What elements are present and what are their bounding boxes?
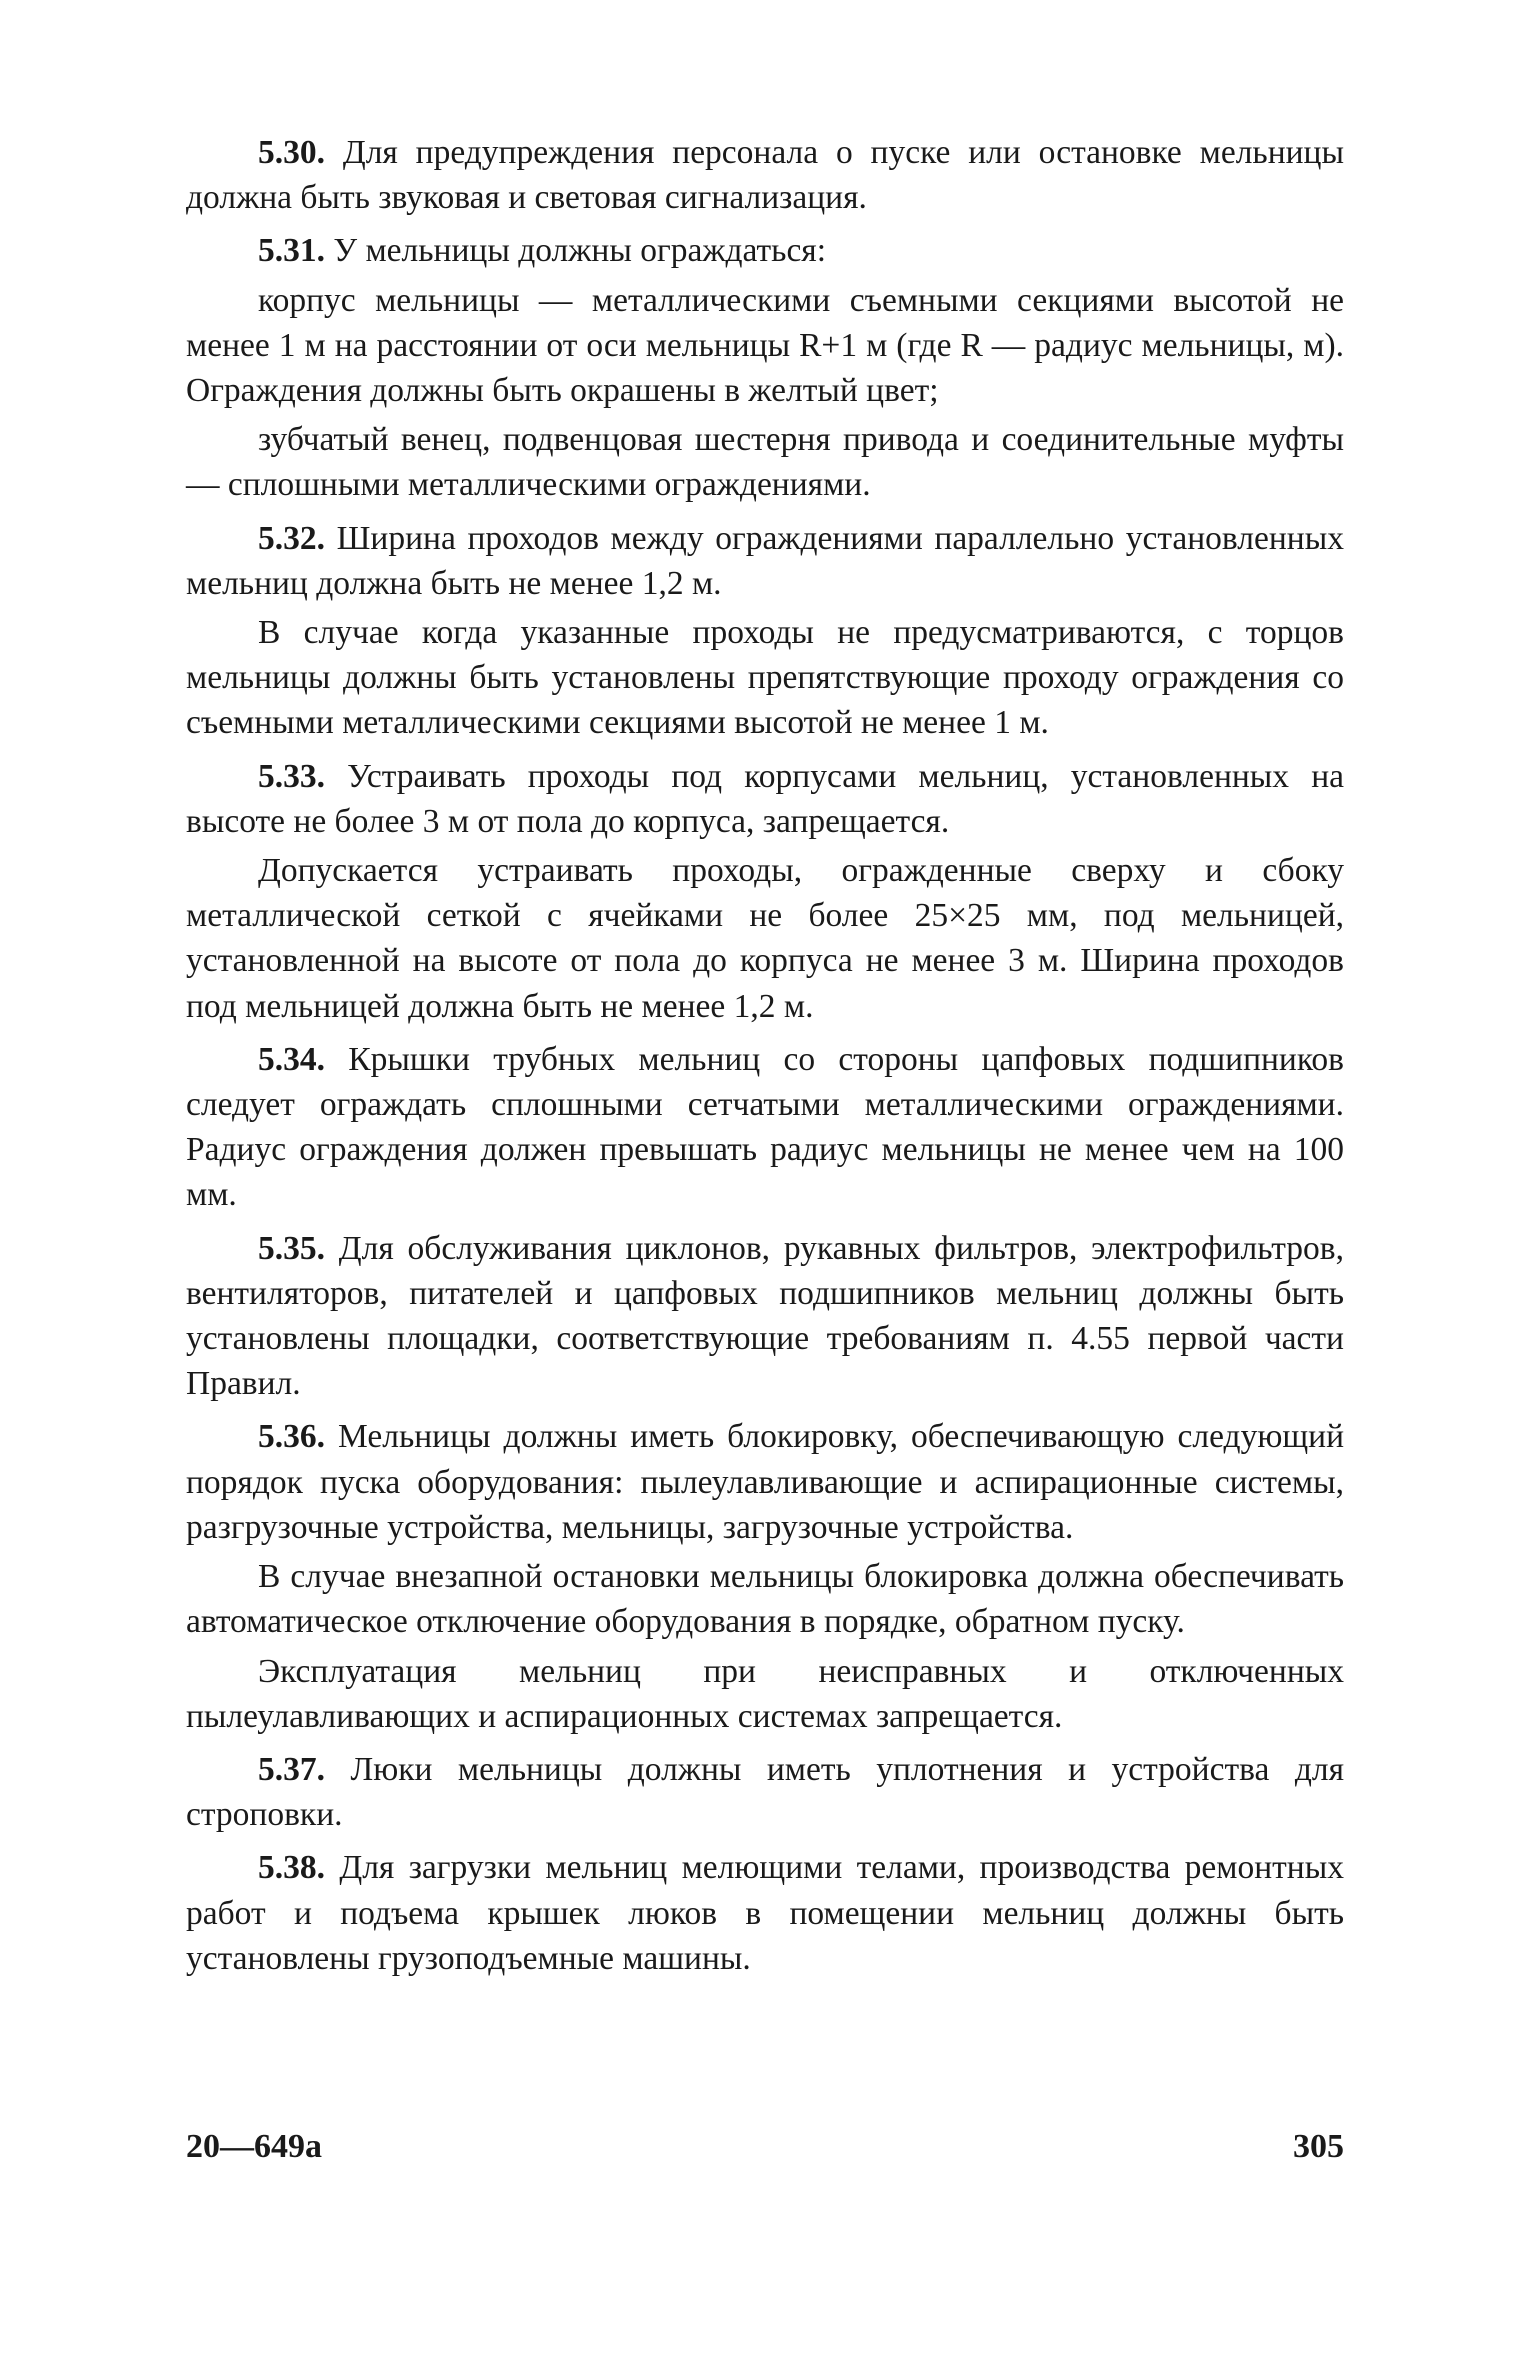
clause-5-30 bbox=[186, 130, 1344, 220]
clause-5-37 bbox=[186, 1747, 1344, 1837]
clause-5-38 bbox=[186, 1845, 1344, 1981]
paragraph-text: У мельницы должны ограждаться: bbox=[333, 232, 827, 270]
paragraph-5-33-continued bbox=[186, 848, 1344, 1029]
list-item-body-guard bbox=[186, 278, 1344, 414]
clause-number: 5.30. bbox=[258, 134, 325, 171]
clause-5-34 bbox=[186, 1037, 1344, 1218]
paragraph-text: Для предупреждения персонала о пуске или остановке мельницы должна быть звуковая и световая сигнализация. bbox=[186, 134, 1344, 217]
clause-5-33 bbox=[186, 754, 1344, 844]
paragraph-text: Для загрузки мельниц мелющими телами, производства ремонтных работ и подъема крышек люков в помещении мельниц должны быть установлены грузоподъемные машины. bbox=[186, 1849, 1344, 1977]
clause-number: 5.37. bbox=[258, 1750, 325, 1788]
clause-5-32 bbox=[186, 516, 1344, 606]
paragraph-text: Люки мельницы должны иметь уплотнения и устройства для строповки. bbox=[186, 1750, 1345, 1834]
paragraph-text: Для обслуживания циклонов, рукавных фильтров, электрофильтров, вентиляторов, питателей и цапфовых подшипников мельниц должны быть установлены площадки, соответствующие требованиям п. 4.55 первой части Правил. bbox=[186, 1229, 1344, 1403]
paragraph-text: Устраивать проходы под корпусами мельниц, установленных на высоте не более 3 м от пола до корпуса, запрещается. bbox=[186, 757, 1345, 840]
clause-5-35 bbox=[186, 1226, 1344, 1407]
page-footer bbox=[186, 2128, 1344, 2166]
list-item-gear-guard bbox=[186, 417, 1344, 507]
print-signature: 20—649а bbox=[186, 2128, 322, 2165]
clause-5-31 bbox=[186, 228, 1344, 273]
paragraph-5-36-continued bbox=[186, 1554, 1344, 1644]
paragraph-text: В случае когда указанные проходы не предусматриваются, с торцов мельницы должны быть установлены препятствующие проходу ограждения со съемными металлическими секциями высотой не менее 1 м. bbox=[186, 614, 1344, 742]
clause-number: 5.31. bbox=[258, 232, 325, 270]
paragraph-text: Крышки трубных мельниц со стороны цапфовых подшипников следует ограждать сплошными сетчатыми металлическими ограждениями. Радиус ограждения должен превышать радиус мельницы не менее чем на 100 мм. bbox=[186, 1040, 1344, 1214]
paragraph-5-36-continued bbox=[186, 1649, 1344, 1739]
paragraph-text: зубчатый венец, подвенцовая шестерня привода и соединительные муфты — сплошными металлическими ограждениями. bbox=[186, 421, 1344, 504]
paragraph-text: Допускается устраивать проходы, огражденные сверху и сбоку металлической сеткой с ячейками не более 25×25 мм, под мельницей, установленной на высоте от пола до корпуса не менее 3 м. Ширина проходов под мельницей должна быть не менее 1,2 м. bbox=[186, 852, 1344, 1025]
body-text bbox=[186, 130, 1344, 1985]
clause-number: 5.34. bbox=[258, 1040, 325, 1078]
clause-5-36 bbox=[186, 1414, 1344, 1550]
paragraph-text: Ширина проходов между ограждениями параллельно установленных мельниц должна быть не менее 1,2 м. bbox=[186, 519, 1344, 602]
clause-number: 5.38. bbox=[258, 1849, 325, 1887]
page-number: 305 bbox=[1293, 2128, 1344, 2165]
paragraph-text: Эксплуатация мельниц при неисправных и отключенных пылеулавливающих и аспирационных системах запрещается. bbox=[186, 1652, 1344, 1735]
clause-number: 5.32. bbox=[258, 519, 325, 557]
paragraph-text: В случае внезапной остановки мельницы блокировка должна обеспечивать автоматическое отключение оборудования в порядке, обратном пуску. bbox=[186, 1558, 1344, 1641]
paragraph-5-32-continued bbox=[186, 610, 1344, 746]
paragraph-text: корпус мельницы — металлическими съемными секциями высотой не менее 1 м на расстоянии от оси мельницы R+1 м (где R — радиус мельницы, м). Ограждения должны быть окрашены в желтый цвет; bbox=[186, 281, 1344, 410]
clause-number: 5.36. bbox=[258, 1418, 325, 1456]
clause-number: 5.33. bbox=[258, 757, 325, 795]
paragraph-text: Мельницы должны иметь блокировку, обеспечивающую следующий порядок пуска оборудования: пылеулавливающие и аспирационные системы, разгрузочные устройства, мельницы, загрузочные устройства. bbox=[186, 1418, 1344, 1546]
clause-number: 5.35. bbox=[258, 1229, 325, 1267]
